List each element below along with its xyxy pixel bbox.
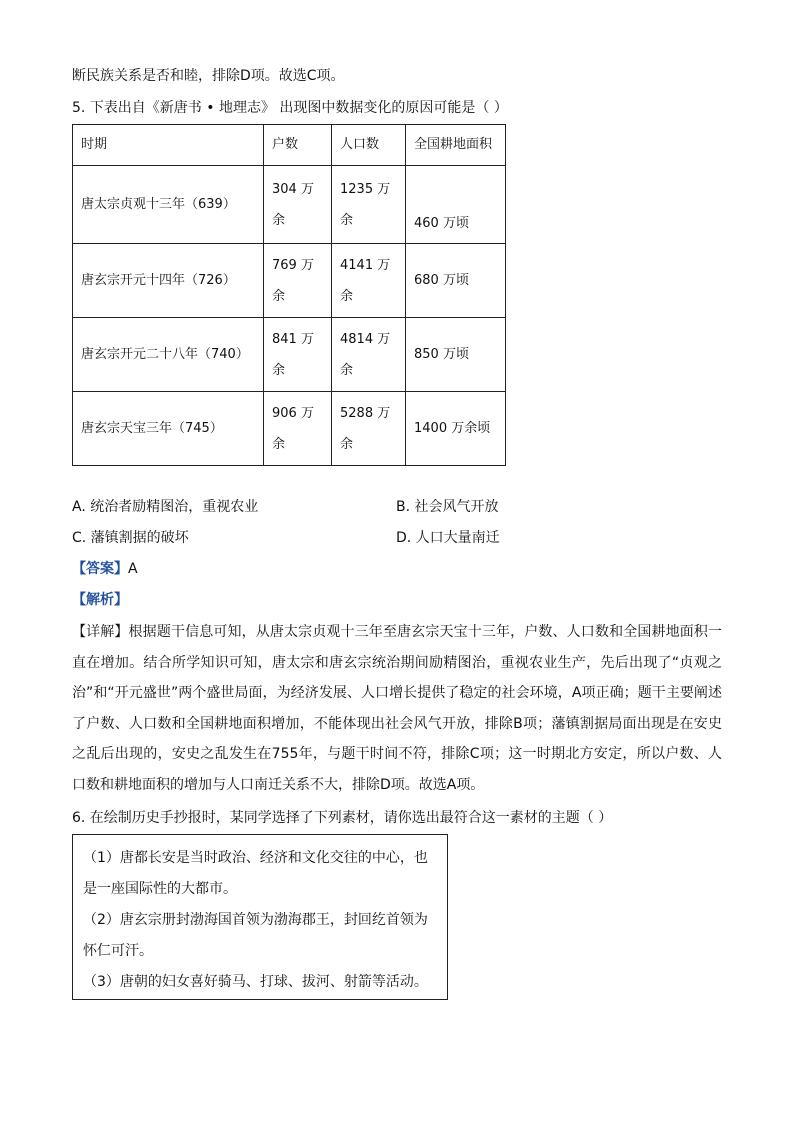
cell-land: 460 万顷 [406, 166, 506, 244]
header-population: 人口数 [332, 125, 406, 166]
previous-answer-tail: 断民族关系是否和睦，排除D项。故选C项。 [72, 68, 345, 84]
cell-households: 906 万 余 [264, 392, 332, 466]
option-c: C. 藩镇割据的破坏 [72, 530, 189, 546]
cell-population: 4141 万 余 [332, 244, 406, 318]
cell-population: 1235 万 余 [332, 166, 406, 244]
material-item: （2）唐玄宗册封渤海国首领为渤海郡王，封回纥首领为怀仁可汗。 [83, 912, 428, 959]
cell-land: 1400 万余顷 [406, 392, 506, 466]
cell-land: 850 万顷 [406, 318, 506, 392]
cell-period: 唐玄宗开元二十八年（740） [73, 318, 264, 392]
question-6-stem: 6. 在绘制历史手抄报时，某同学选择了下列素材，请你选出最符合这一素材的主题（ ） [72, 810, 613, 826]
option-b: B. 社会风气开放 [396, 499, 499, 515]
cell-population: 5288 万 余 [332, 392, 406, 466]
cell-period: 唐玄宗开元十四年（726） [73, 244, 264, 318]
material-box [72, 834, 448, 1000]
cell-population: 4814 万 余 [332, 318, 406, 392]
cell-period: 唐玄宗天宝三年（745） [73, 392, 264, 466]
answer-label: 【答案】 [72, 561, 128, 577]
cell-land: 680 万顷 [406, 244, 506, 318]
table-row [73, 318, 506, 392]
cell-households: 769 万 余 [264, 244, 332, 318]
header-households: 户数 [264, 125, 332, 166]
answer-line [72, 559, 138, 579]
option-a: A. 统治者励精图治，重视农业 [72, 499, 259, 515]
cell-households: 841 万 余 [264, 318, 332, 392]
detail-label: 【详解】 [72, 624, 129, 640]
cell-households: 304 万 余 [264, 166, 332, 244]
detail-paragraph [72, 617, 722, 800]
material-item: （3）唐朝的妇女喜好骑马、打球、拔河、射箭等活动。 [83, 974, 428, 990]
cell-period: 唐太宗贞观十三年（639） [73, 166, 264, 244]
header-land: 全国耕地面积 [406, 125, 506, 166]
answer-value: A [128, 561, 138, 577]
material-item: （1）唐都长安是当时政治、经济和文化交往的中心，也是一座国际性的大都市。 [83, 850, 428, 897]
table-header-row [73, 125, 506, 166]
population-table [72, 124, 506, 466]
question-5-stem: 5. 下表出自《新唐书 • 地理志》 出现图中数据变化的原因可能是（ ） [72, 100, 508, 116]
analysis-label: 【解析】 [72, 592, 128, 608]
table-row [73, 392, 506, 466]
detail-text: 根据题干信息可知，从唐太宗贞观十三年至唐玄宗天宝十三年，户数、人口数和全国耕地面积一直在增加。结合所学知识可知，唐太宗和唐玄宗统治期间励精图治，重视农业生产，先后出现了“贞观之治”和“开元盛世”两个盛世局面，为经济发展、人口增长提供了稳定的社会环境，A项正确；题干主要阐述了户数、人口数和全国耕地面积增加，不能体现出社会风气开放，排除B项；藩镇割据局面出现是在安史之乱后出现的，安史之乱发生在755年，与题干时间不符，排除C项；这一时期北方安定，所以户数、人口数和耕地面积的增加与人口南迁关系不大，排除D项。故选A项。 [72, 624, 723, 793]
table-row [73, 244, 506, 318]
table-row [73, 166, 506, 244]
header-period: 时期 [73, 125, 264, 166]
option-d: D. 人口大量南迁 [396, 530, 500, 546]
